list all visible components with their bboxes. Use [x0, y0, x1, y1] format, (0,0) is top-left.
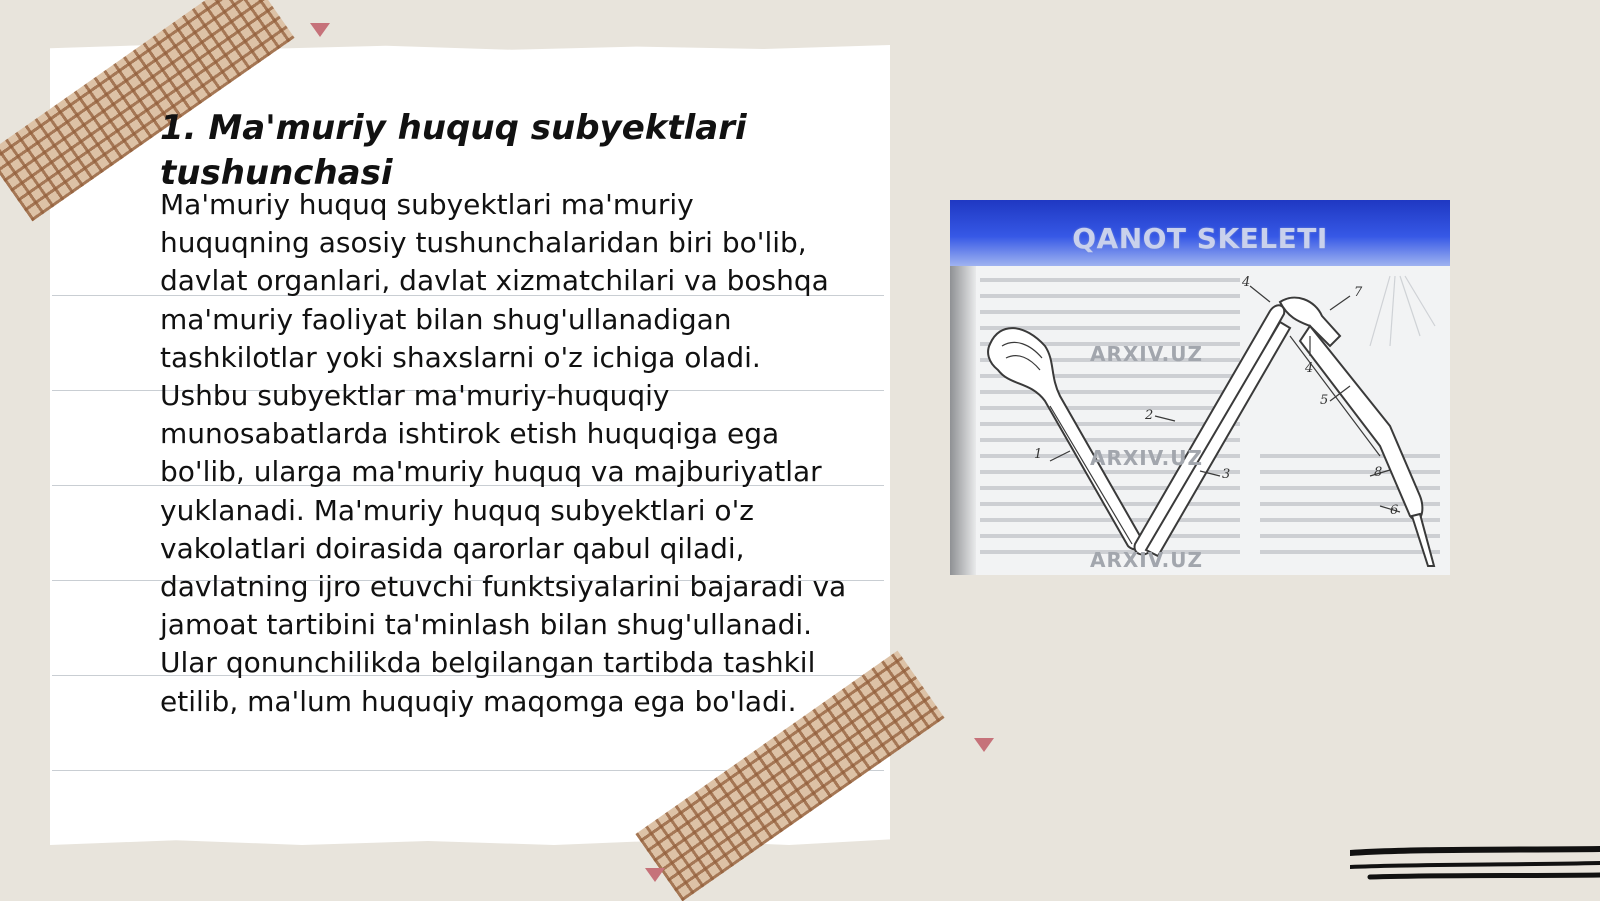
- figure-label: 3: [1222, 467, 1231, 482]
- slide-title: 1. Ma'muriy huquq subyektlari tushunchasi: [160, 108, 747, 193]
- figure-banner-title: QANOT SKELETI: [1072, 222, 1328, 255]
- figure-label: 5: [1320, 393, 1329, 408]
- tape-pin-bottom-right: [974, 738, 994, 752]
- wing-skeleton-figure: [950, 200, 1450, 575]
- watermark-text: ARXIV.UZ: [1090, 446, 1203, 470]
- wing-bones-drawing: [950, 266, 1450, 575]
- watermark-text: ARXIV.UZ: [1090, 342, 1203, 366]
- figure-label: 7: [1354, 285, 1363, 300]
- decorative-brush-lines: [1350, 845, 1600, 885]
- watermark-text: ARXIV.UZ: [1090, 548, 1203, 572]
- figure-label: 1: [1034, 447, 1043, 462]
- figure-illustration: [950, 266, 1450, 575]
- figure-label: 4: [1242, 275, 1251, 290]
- tape-pin-bottom-left: [645, 868, 665, 882]
- figure-label: 2: [1145, 408, 1154, 423]
- figure-label: 6: [1390, 503, 1399, 518]
- figure-label: 8: [1374, 465, 1383, 480]
- slide-body-text: Ma'muriy huquq subyektlari ma'muriy huquqning asosiy tushunchalaridan biri bo'lib, davlat organlari, davlat xizmatchilari va boshqa ma'muriy faoliyat bilan shug'ullanadigan tashkilotlar yoki shaxslarni o'z ichiga oladi. Ushbu subyektlar ma'muriy-huquqiy munosabatlarda ishtirok etish huquqiga ega bo'lib, ularga ma'muriy huquq va majburiyatlar yuklanadi. Ma'muriy huquq subyektlari o'z vakolatlari doirasida qarorlar qabul qiladi, davlatning ijro etuvchi funktsiyalarini bajaradi va jamoat tartibini ta'minlash bilan shug'ullanadi. Ular qonunchilikda belgilangan tartibda tashkil etilib, ma'lum huquqiy maqomga ega bo'ladi.: [160, 188, 847, 718]
- tape-pin-top: [310, 23, 330, 37]
- figure-label: 4: [1305, 361, 1314, 376]
